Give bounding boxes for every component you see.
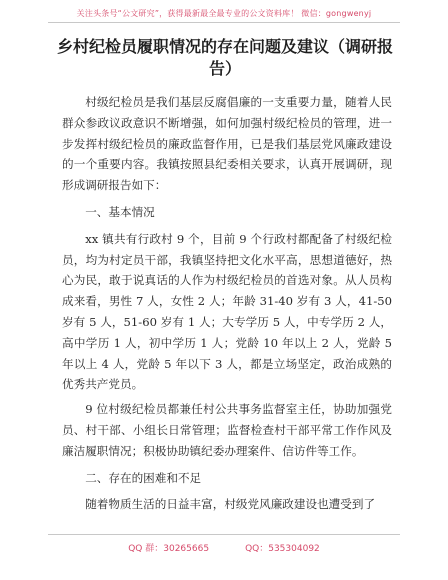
- intro-paragraph: 村级纪检员是我们基层反腐倡廉的一支重要力量，随着人民群众参政议政意识不断增强，如何加强村级纪检员的管理，进一步发挥村级纪检员的廉政监督作用，已是我们基层党风廉政建设的一个重要内容。我镇按照县纪委相关要求，认真开展调研，现形成调研报告如下：: [62, 95, 392, 193]
- document-title: 乡村纪检员履职情况的存在问题及建议（调研报告）: [56, 37, 393, 78]
- top-banner: 关注头条号“公文研究”，获得最新最全最专业的公文资料库！ 微信：gongwenyj: [76, 9, 372, 18]
- top-divider: [48, 22, 400, 23]
- footer: [0, 541, 448, 554]
- footer-qq-personal: QQ：535304092: [245, 544, 320, 554]
- bottom-divider: [48, 534, 400, 535]
- footer-qq-group: QQ 群：30265665: [128, 544, 210, 554]
- section-heading-problems: 二、存在的困难和不足: [85, 470, 202, 485]
- problems-paragraph: 随着物质生活的日益丰富，村级党风廉政建设也遭受到了: [85, 497, 376, 512]
- duties-paragraph: 9 位村级纪检员都兼任村公共事务监督室主任，协助加强党员、村干部、小组长日常管理；监督检查村干部平常工作作风及廉洁履职情况；积极协助镇纪委办理案件、信访件等工作。: [62, 402, 392, 458]
- section-heading-basic: 一、基本情况: [85, 204, 155, 219]
- basic-info-paragraph: xx 镇共有行政村 9 个，目前 9 个行政村都配备了村级纪检员，均为村定员干部，我镇坚持把文化水平高，思想道德好，热心为民，敢于说真话的人作为村级纪检员的首选对象。从人员构成来看，男性 7 人，女性 2 人；年龄 31-40 岁有 3 人，41-50 岁有 5 人，51-60 岁有 1 人；大专学历 5 人，中专学历 2 人，高中学历 1 人，初中学历 1 人；党龄 10 年以上 2 人，党龄 5 年以上 4 人，党龄 5 年以下 3 人，都是立场坚定，政治成熟的优秀共产党员。: [62, 231, 392, 392]
- document-body: [62, 92, 392, 519]
